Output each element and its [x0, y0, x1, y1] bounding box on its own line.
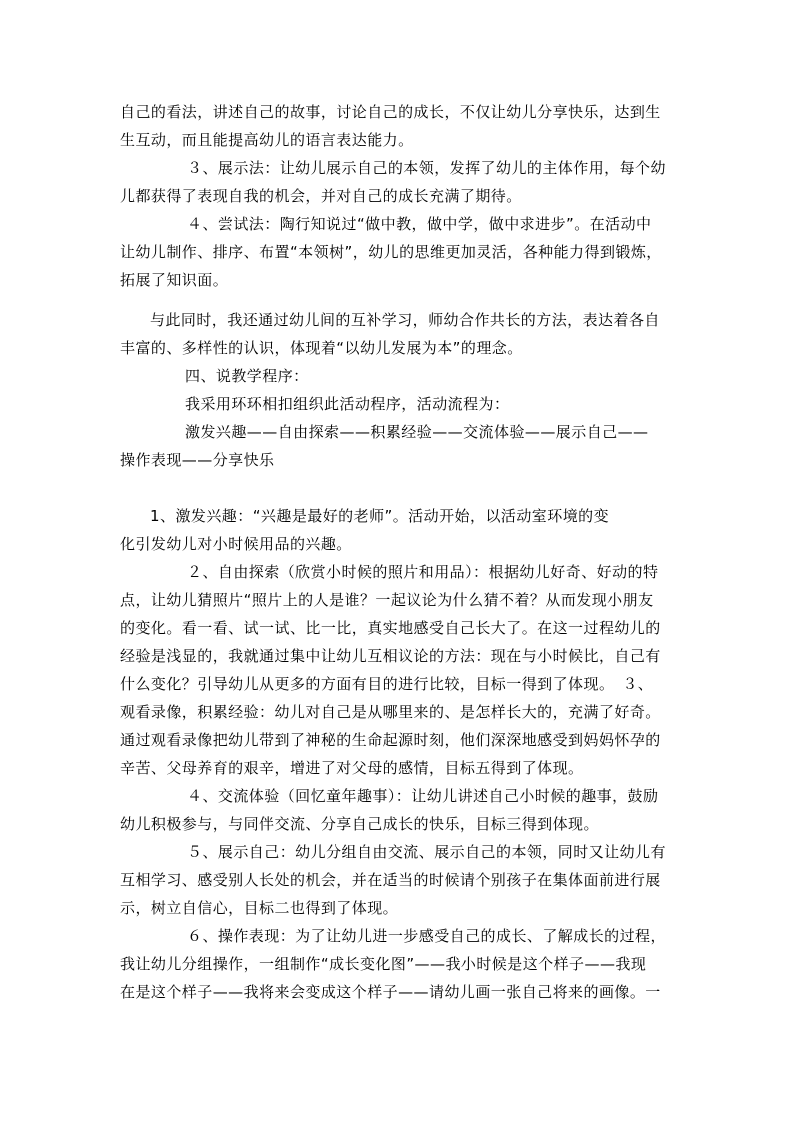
text-line: 幼儿积极参与，与同伴交流、分享自己成长的快乐，目标三得到体现。: [120, 815, 599, 833]
text-line: 丰富的、多样性的认识，体现着“以幼儿发展为本”的理念。: [120, 339, 523, 357]
text-line: 观看录像，积累经验：幼儿对自己是从哪里来的、是怎样长大的，充满了好奇。: [120, 703, 661, 721]
text-line: 与此同时，我还通过幼儿间的互补学习，师幼合作共长的方法，表达着各自: [150, 311, 660, 329]
text-line: 什么变化？引导幼儿从更多的方面有目的进行比较，目标一得到了体现。 ３、: [120, 675, 654, 693]
text-line: 在是这个样子——我将来会变成这个样子——请幼儿画一张自己将来的画像。一: [120, 983, 661, 1001]
text-line: 化引发幼儿对小时候用品的兴趣。: [120, 535, 352, 553]
text-line: 示，树立自信心，目标二也得到了体现。: [120, 899, 399, 917]
text-line: ４、尝试法：陶行知说过“做中教，做中学，做中求进步”。在活动中: [187, 215, 652, 233]
text-line: 通过观看录像把幼儿带到了神秘的生命起源时刻，他们深深地感受到妈妈怀孕的: [120, 731, 661, 749]
text-line: 我让幼儿分组操作，一组制作“成长变化图”——我小时候是这个样子——我现: [120, 955, 647, 973]
text-line: ２、自由探索（欣赏小时候的照片和用品）：根据幼儿好奇、好动的特: [187, 563, 659, 581]
text-line: ６、操作表现：为了让幼儿进一步感受自己的成长、了解成长的过程，: [187, 927, 666, 945]
text-line: 经验是浅显的，我就通过集中让幼儿互相议论的方法：现在与小时候比，自己有: [120, 647, 661, 665]
text-line: ３、展示法：让幼儿展示自己的本领，发挥了幼儿的主体作用，每个幼: [187, 159, 666, 177]
text-line: 儿都获得了表现自我的机会，并对自己的成长充满了期待。: [120, 187, 522, 205]
text-line: ４、交流体验（回忆童年趣事）：让幼儿讲述自己小时候的趣事，鼓励: [187, 787, 659, 805]
text-line: 我采用环环相扣组织此活动程序，活动流程为：: [185, 395, 510, 413]
text-line: 互相学习、感受别人长处的机会，并在适当的时候请个别孩子在集体面前进行展: [120, 871, 661, 889]
text-line: 让幼儿制作、排序、布置“本领树”，幼儿的思维更加灵活，各种能力得到锻炼，: [120, 243, 662, 261]
text-line: 操作表现——分享快乐: [120, 451, 275, 469]
section-heading: 四、说教学程序：: [185, 367, 309, 385]
text-line: 点，让幼儿猜照片“照片上的人是谁？一起议论为什么猜不着？从而发现小朋友: [120, 591, 654, 609]
text-line: 自己的看法，讲述自己的故事，讨论自己的成长，不仅让幼儿分享快乐，达到生: [120, 103, 661, 121]
text-line: 的变化。看一看、试一试、比一比，真实地感受自己长大了。在这一过程幼儿的: [120, 619, 661, 637]
text-line: ５、展示自己：幼儿分组自由交流、展示自己的本领，同时又让幼儿有: [187, 843, 666, 861]
text-line: 激发兴趣——自由探索——积累经验——交流体验——展示自己——: [185, 423, 649, 441]
text-line: 生互动，而且能提高幼儿的语言表达能力。: [120, 131, 414, 149]
text-line: 1、激发兴趣：“兴趣是最好的老师”。活动开始，以活动室环境的变: [150, 507, 610, 525]
text-line: 拓展了知识面。: [120, 271, 229, 289]
text-line: 辛苦、父母养育的艰辛，增进了对父母的感情，目标五得到了体现。: [120, 759, 584, 777]
